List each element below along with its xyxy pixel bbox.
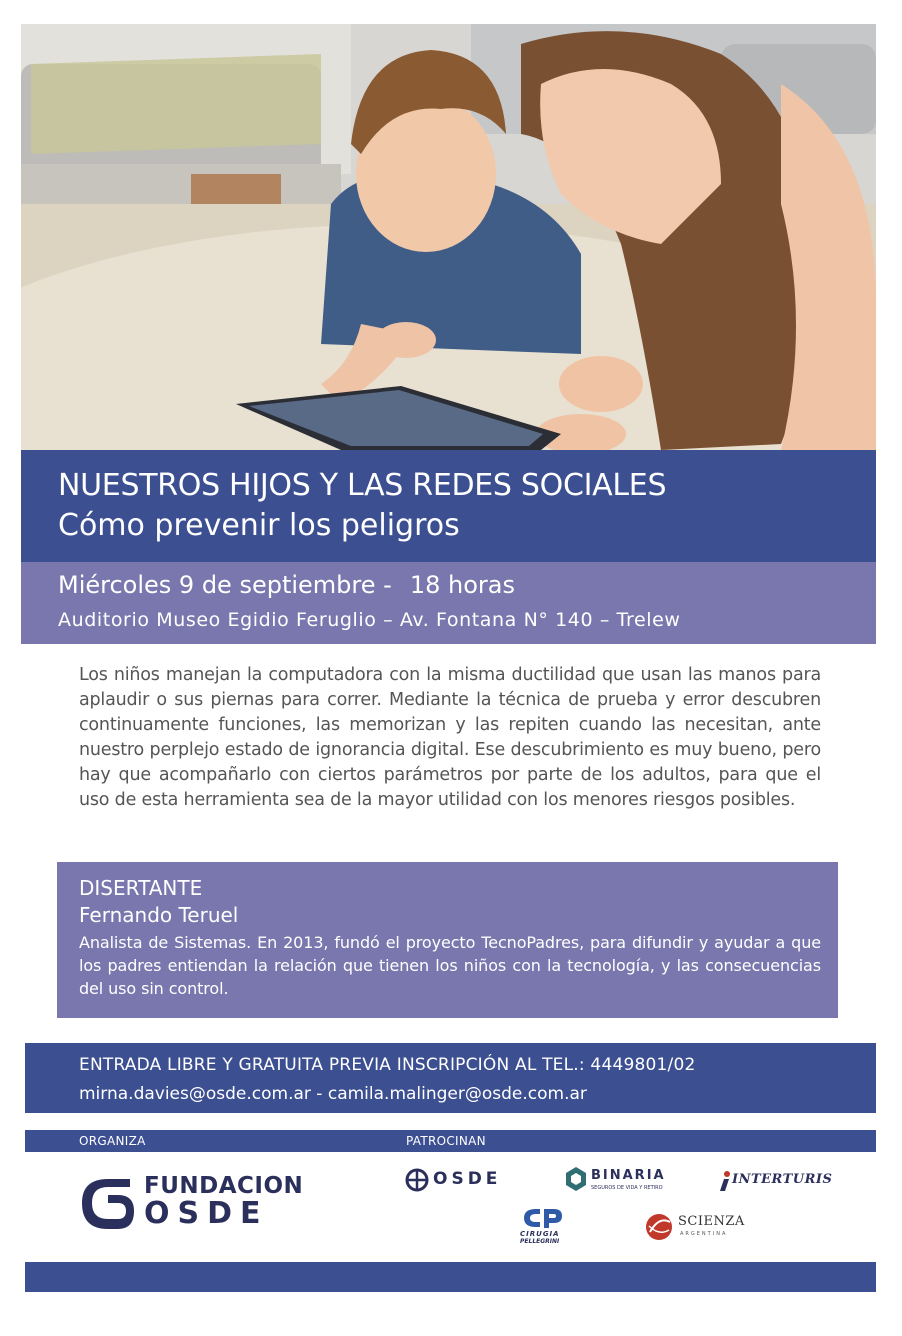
osde-sponsor-text: OSDE <box>433 1169 502 1189</box>
footer-band <box>25 1262 876 1292</box>
scienza-text: SCIENZA <box>678 1214 745 1229</box>
binaria-hex-icon <box>565 1166 587 1192</box>
intro-paragraph: Los niños manejan la computadora con la misma ductilidad que usan las manos para aplaudir o sus piernas para correr. Mediante la técnica de prueba y error descubren continuamente funciones, las memorizan y las repiten cuando las necesitan, ante nuestro perplejo estado de ignorancia digital. Ese descubrimiento es muy bueno, pero hay que acompañarlo con ciertos parámetros por parte de los adultos, para que el uso de esta herramienta sea de la mayor utilidad con los menores riesgos posibles. <box>79 665 821 810</box>
sponsor-interturis-logo <box>718 1170 833 1194</box>
osde-text: OSDE <box>144 1196 269 1231</box>
speaker-name: Fernando Teruel <box>79 903 239 927</box>
children-tablet-illustration <box>21 24 876 450</box>
osde-globe-icon <box>405 1168 429 1192</box>
event-date: Miércoles 9 de septiembre - <box>58 571 392 599</box>
sponsor-cirugia-logo <box>512 1206 572 1250</box>
event-date-time <box>58 571 515 599</box>
patrocinan-label: PATROCINAN <box>406 1134 486 1148</box>
event-time: 18 horas <box>409 571 515 599</box>
binaria-tagline: SEGUROS DE VIDA Y RETIRO <box>591 1185 663 1191</box>
binaria-text: BINARIA <box>591 1168 666 1183</box>
speaker-label: DISERTANTE <box>79 876 203 900</box>
cirugia-text: CIRUGIA <box>520 1230 560 1238</box>
hero-photo <box>21 24 876 450</box>
cirugia-cp-icon <box>518 1206 564 1230</box>
title-band <box>21 450 876 562</box>
event-place: Auditorio Museo Egidio Feruglio – Av. Fontana N° 140 – Trelew <box>58 609 681 631</box>
fundacion-text: FUNDACION <box>144 1173 304 1199</box>
speaker-bio: Analista de Sistemas. En 2013, fundó el proyecto TecnoPadres, para difundir y ayudar a que los padres entiendan la relación que tienen los niños con la tecnología, y las consecuencias del uso sin control. <box>79 933 821 998</box>
organiza-label: ORGANIZA <box>79 1134 146 1148</box>
registration-info: ENTRADA LIBRE Y GRATUITA PREVIA INSCRIPCIÓN AL TEL.: 4449801/02 <box>79 1055 696 1075</box>
fundacion-osde-logo <box>78 1173 308 1235</box>
sponsor-osde-logo <box>405 1168 515 1192</box>
scienza-circle-icon <box>644 1212 674 1242</box>
page-subtitle: Cómo prevenir los peligros <box>58 508 460 543</box>
page-title: NUESTROS HIJOS Y LAS REDES SOCIALES <box>58 468 667 503</box>
registration-emails[interactable]: mirna.davies@osde.com.ar - camila.malinger@osde.com.ar <box>79 1084 587 1104</box>
sponsor-binaria-logo <box>565 1166 675 1196</box>
pellegrini-text: PELLEGRINI <box>520 1238 560 1245</box>
interturis-i-icon <box>718 1170 732 1192</box>
scienza-tagline: ARGENTINA <box>680 1231 728 1237</box>
sponsor-scienza-logo <box>644 1212 754 1246</box>
interturis-text: INTERTURIS <box>732 1172 833 1187</box>
